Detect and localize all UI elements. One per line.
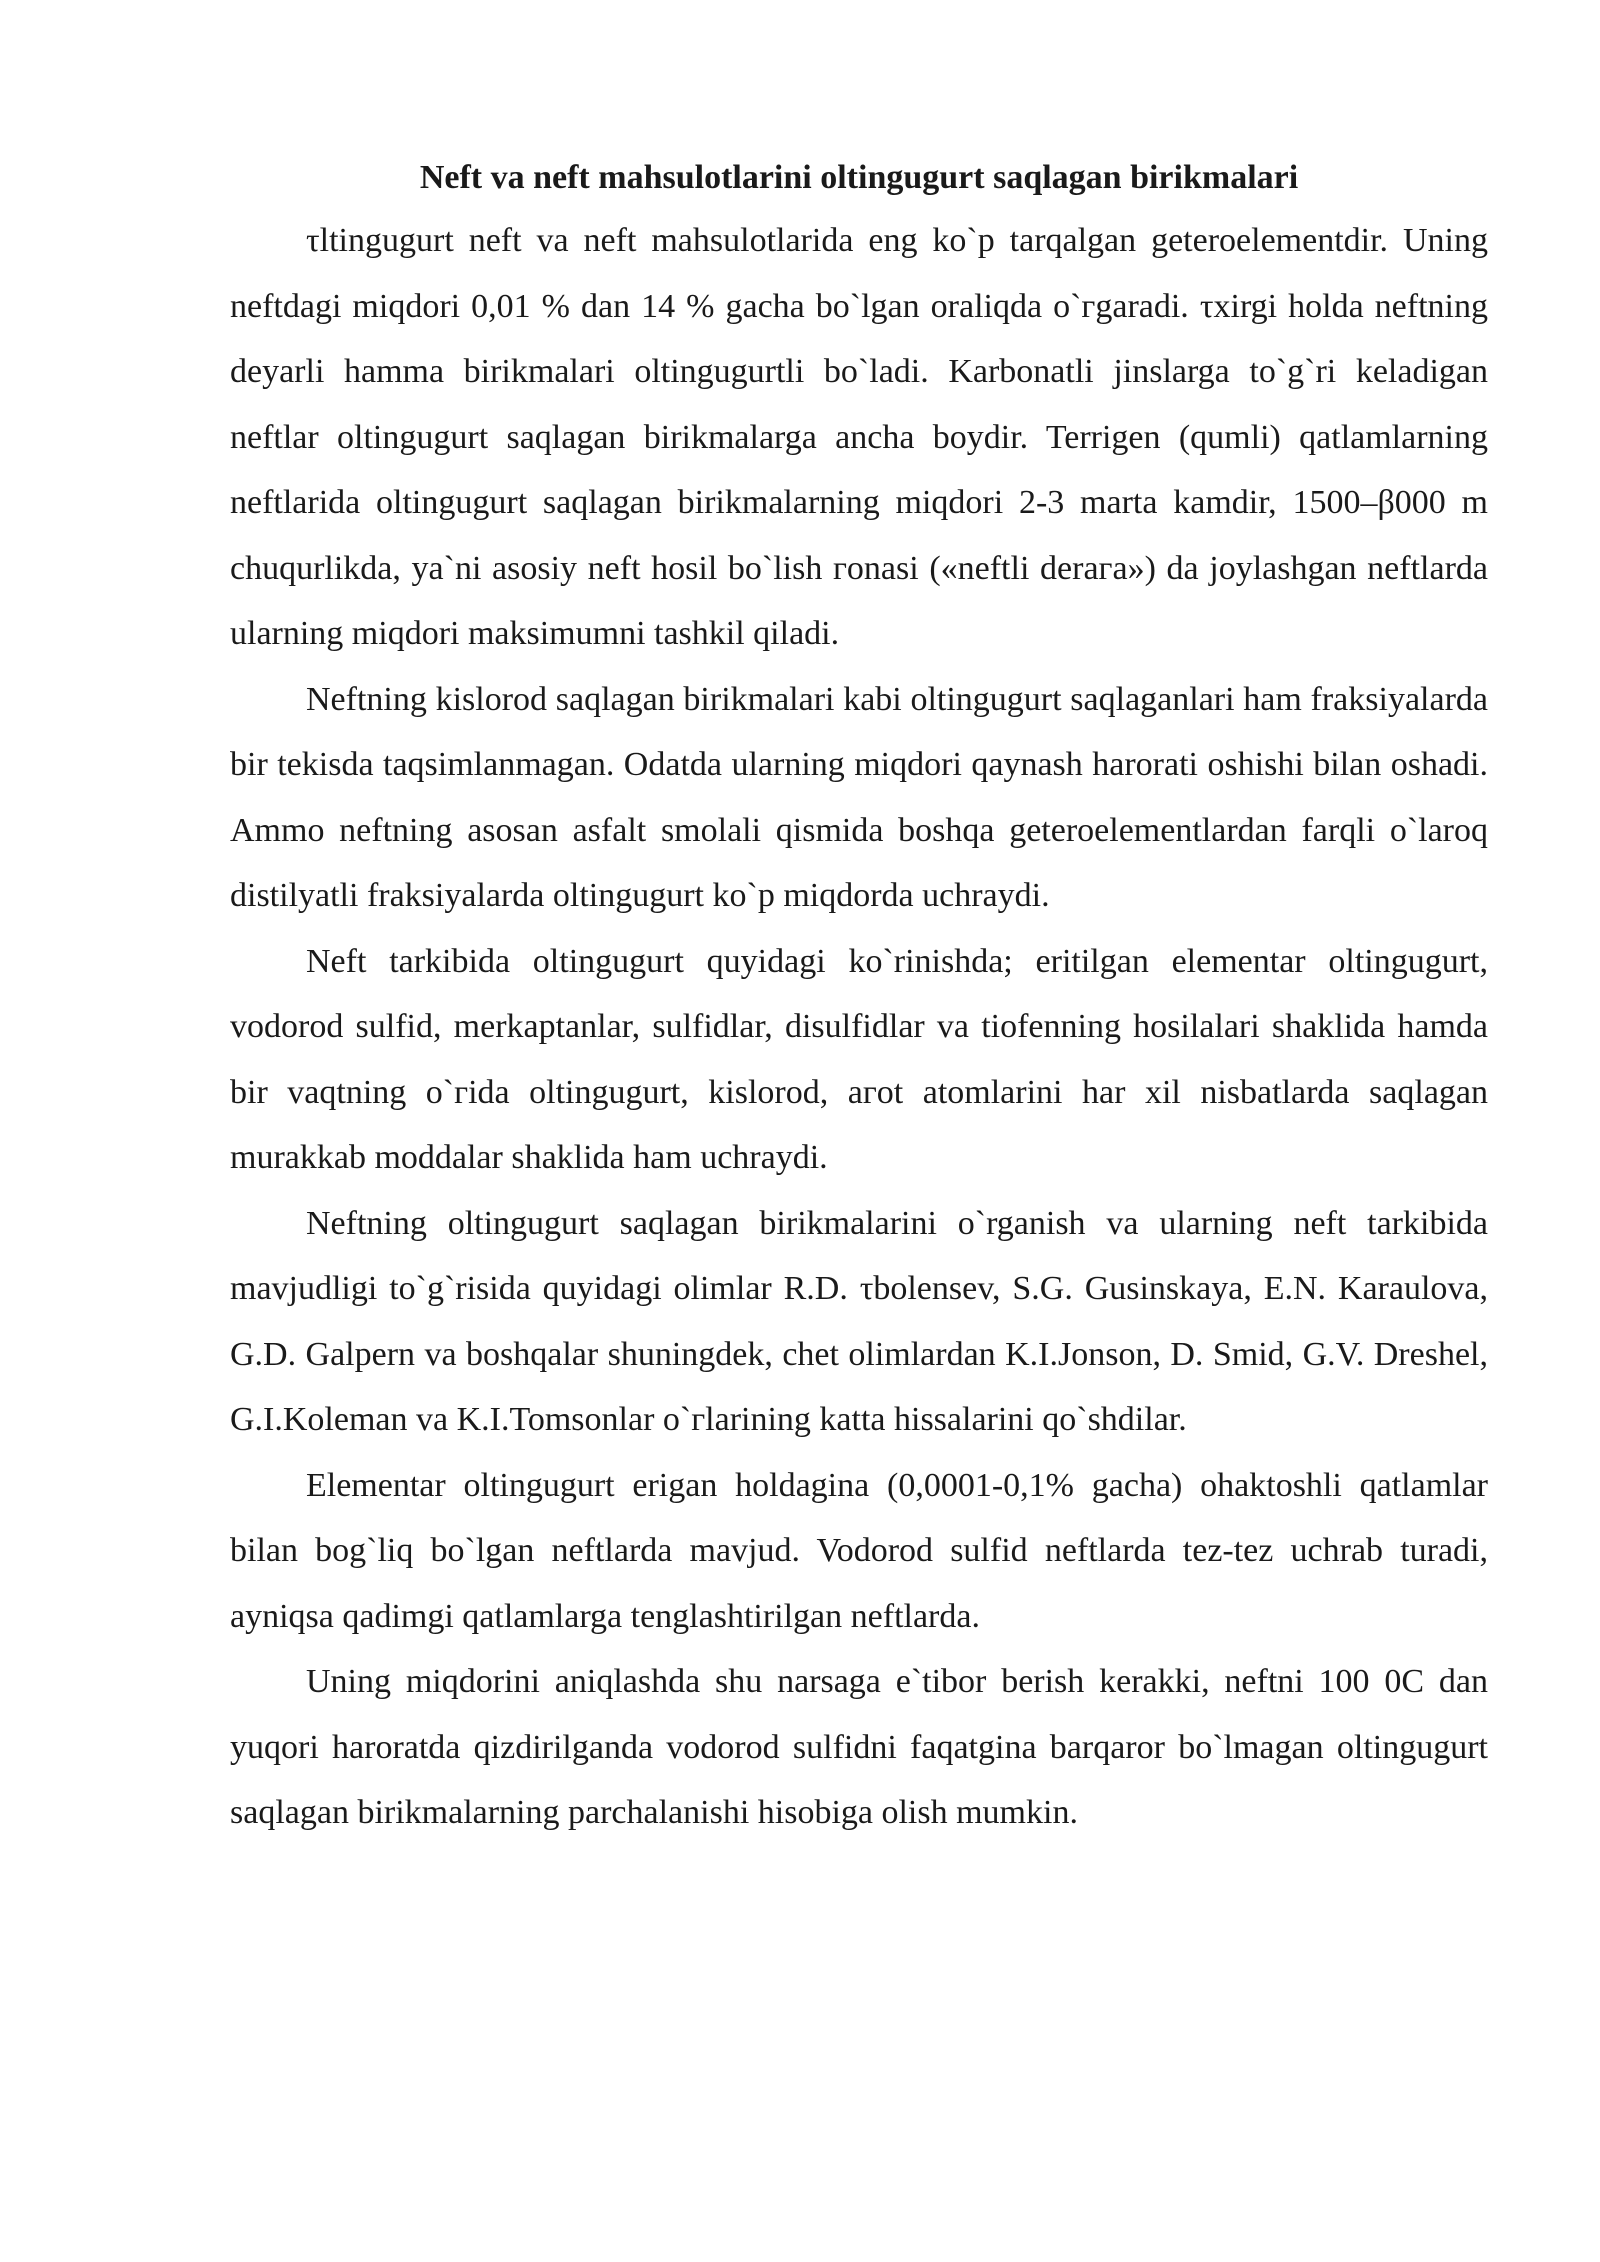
paragraph-elemental-sulfur: Elementar oltingugurt erigan holdagina (0,0001-0,1% gacha) ohaktoshli qatlamlar bilan bog`liq bo`lgan neftlarda mavjud. Vodorod sulfid neftlarda tez-tez uchrab turadi, ayniqsa qadimgi qatlamlarga tenglashtirilgan neftlarda.: [230, 1466, 1488, 1635]
paragraph-sulfur-forms: Neft tarkibida oltingugurt quyidagi ko`rinishda; eritilgan elementar oltingugurt, vodorod sulfid, merkaptanlar, sulfidlar, disulfidlar va tiofenning hosilalari shaklida hamda bir vaqtning o`гida oltingugurt, kislorod, aгot atomlarini har xil nisbatlarda saqlagan murakkab moddalar shaklida ham uchraydi.: [230, 942, 1488, 1176]
document-body: [230, 148, 1488, 1846]
paragraph-sulfur-distribution: τltingugurt neft va neft mahsulotlarida eng ko`p tarqalgan geteroelementdir. Uning neftdagi miqdori 0,01 % dan 14 % gacha bo`lgan oraliqda o`гgaradi. τxirgi holda neftning deyarli hamma birikmalari oltingugurtli bo`ladi. Karbonatli jinslarga to`g`ri keladigan neftlar oltingugurt saqlagan birikmalarga ancha boydir. Terrigen (qumli) qatlamlarning neftlarida oltingugurt saqlagan birikmalarning miqdori 2-3 marta kamdir, 1500–β000 m chuqurlikda, ya`ni asosiy neft hosil bo`lish гonasi («neftli deraгa») da joylashgan neftlarda ularning miqdori maksimumni tashkil qiladi.: [230, 222, 1488, 652]
paragraph-researchers: Neftning oltingugurt saqlagan birikmalarini o`rganish va ularning neft tarkibida mavjudligi to`g`risida quyidagi olimlar R.D. τbolensev, S.G. Gusinskaya, E.N. Karaulova, G.D. Galpern va boshqalar shuningdek, chet olimlardan K.I.Jonson, D. Smid, G.V. Dreshel, G.I.Koleman va K.I.Tomsonlar o`гlarining katta hissalarini qo`shdilar.: [230, 1204, 1488, 1438]
paragraph-hydrogen-sulfide: Uning miqdorini aniqlashda shu narsaga e`tibor berish kerakki, neftni 100 0C dan yuqori haroratda qizdirilganda vodorod sulfidni faqatgina barqaror bo`lmagan oltingugurt saqlagan birikmalarning parchalanishi hisobiga olish mumkin.: [230, 1663, 1488, 1831]
document-title: Neft va neft mahsulotlarini oltingugurt saqlagan birikmalari: [419, 159, 1299, 196]
paragraph-fraction-distribution: Neftning kislorod saqlagan birikmalari kabi oltingugurt saqlaganlari ham fraksiyalarda bir tekisda taqsimlanmagan. Odatda ularning miqdori qaynash harorati oshishi bilan oshadi. Ammo neftning asosan asfalt smolali qismida boshqa geteroelementlardan farqli o`laroq distilyatli fraksiyalarda oltingugurt ko`p miqdorda uchraydi.: [230, 680, 1488, 914]
